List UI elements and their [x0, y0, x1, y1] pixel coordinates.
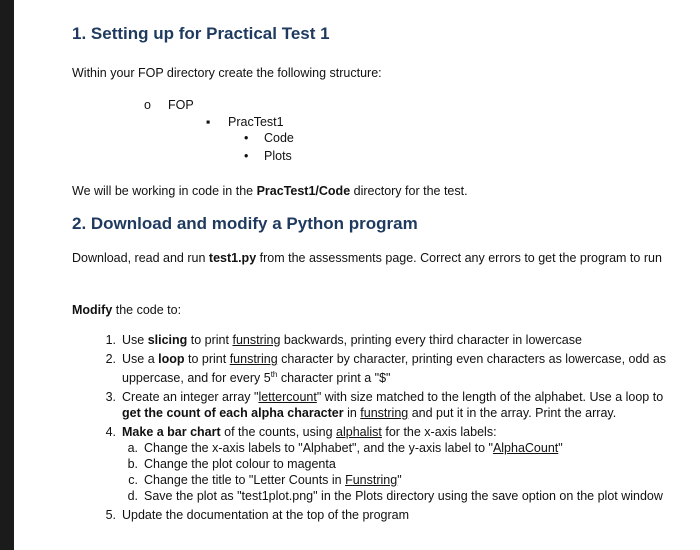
sub-list [122, 440, 684, 504]
square-bullet-icon: ▪ [206, 115, 211, 129]
document-page [14, 0, 700, 550]
section2-heading: 2. Download and modify a Python program [72, 214, 418, 233]
section1-heading: 1. Setting up for Practical Test 1 [72, 24, 330, 43]
section1-note: We will be working in code in the PracTest1/Code directory for the test. [72, 184, 468, 198]
list-item: 3. Create an integer array "lettercount" with size matched to the length of the alphabet. Use a loop to get the count of each alpha character in funstring and put it in the array. Print the array. [105, 390, 664, 421]
task-list [94, 332, 684, 526]
list-item: 2. Use a loop to print funstring character by character, printing even characters as lowercase, odd as uppercase, and for every 5th character print a "$" [105, 352, 667, 386]
tree-leaf-code: Code [264, 131, 294, 145]
circle-bullet-icon: o [144, 98, 151, 112]
tree-leaf-plots: Plots [264, 149, 292, 163]
section2-paragraph: Download, read and run test1.py from the assessments page. Correct any errors to get the program to run [72, 251, 662, 265]
sub-list-item: a. Change the x-axis labels to "Alphabet", and the y-axis label to "AlphaCount" [127, 441, 563, 456]
sub-list-item: b. Change the plot colour to magenta [127, 457, 336, 472]
modify-line: Modify the code to: [72, 303, 182, 317]
dot-bullet-icon: • [244, 131, 249, 145]
dot-bullet-icon: • [244, 149, 249, 163]
section1-intro: Within your FOP directory create the following structure: [72, 66, 382, 80]
list-item: 1. Use slicing to print funstring backwards, printing every third character in lowercase [105, 333, 582, 347]
tree-child: PracTest1 [228, 115, 284, 129]
sub-list-item: c. Change the title to "Letter Counts in Funstring" [128, 473, 402, 488]
sub-list-item: d. Save the plot as "test1plot.png" in the Plots directory using the save option on the plot window [127, 489, 663, 504]
list-item: 4. Make a bar chart of the counts, using alphalist for the x-axis labels: a. Change the x-axis labels to "Alphabet", and the y-axis label to "AlphaCount" b. Change the plot colour to magenta c. Change the title to "Letter Counts in Funstring" d. Save the plot as "test1plot.png" in the Plots directory using the save option on the plot window [94, 424, 684, 504]
left-edge-bar [0, 0, 14, 550]
list-item: 5. Update the documentation at the top of the program [105, 508, 409, 523]
tree-root: FOP [168, 98, 194, 112]
